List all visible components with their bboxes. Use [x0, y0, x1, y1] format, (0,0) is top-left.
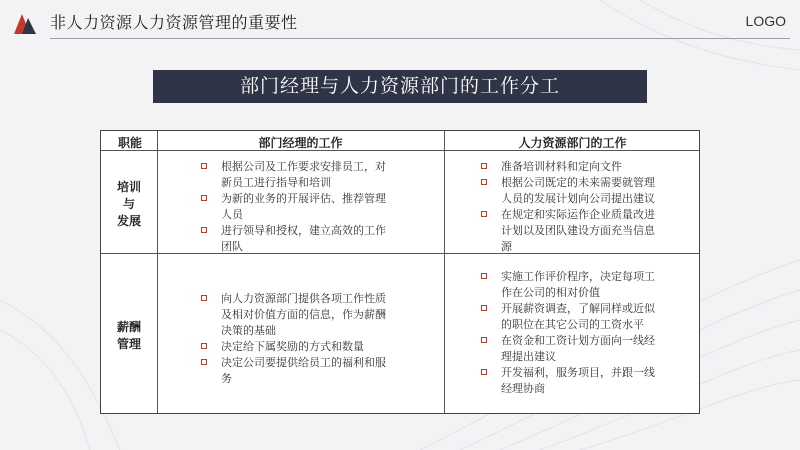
list-item: 决定给下属奖励的方式和数量	[199, 339, 431, 355]
list-item: 为新的业务的开展评估、推荐管理 人员	[199, 191, 431, 223]
triangle-logo-icon	[14, 14, 36, 34]
square-bullet-icon	[481, 179, 487, 185]
header-manager: 部门经理的工作	[258, 136, 343, 150]
list-item: 根据公司及工作要求安排员工，对 新员工进行指导和培训	[199, 159, 431, 191]
square-bullet-icon	[201, 359, 207, 365]
manager-duties-compensation	[199, 291, 431, 387]
list-item: 实施工作评价程序，决定每项工 作在公司的相对价值	[479, 269, 694, 301]
square-bullet-icon	[201, 343, 207, 349]
header-bar	[0, 0, 800, 40]
square-bullet-icon	[481, 369, 487, 375]
row-label-compensation: 薪酬 管理	[116, 320, 141, 351]
row-label-training: 培训 与 发展	[116, 180, 141, 228]
square-bullet-icon	[481, 163, 487, 169]
header-function: 职能	[118, 136, 143, 150]
list-item: 进行领导和授权，建立高效的工作 团队	[199, 223, 431, 255]
square-bullet-icon	[481, 211, 487, 217]
hr-duties-compensation	[479, 269, 694, 397]
page-title: 非人力资源人力资源管理的重要性	[50, 13, 298, 32]
responsibility-table	[100, 130, 700, 414]
section-banner: 部门经理与人力资源部门的工作分工	[153, 70, 647, 103]
column-divider	[157, 131, 158, 413]
list-item: 决定公司要提供给员工的福利和服 务	[199, 355, 431, 387]
list-item: 向人力资源部门提供各项工作性质 及相对价值方面的信息，作为薪酬 决策的基础	[199, 291, 431, 339]
header-divider	[50, 38, 790, 39]
square-bullet-icon	[201, 295, 207, 301]
list-item: 在规定和实际运作企业质量改进 计划以及团队建设方面充当信息 源	[479, 207, 694, 255]
logo-text: LOGO	[745, 13, 786, 29]
hr-duties-training	[479, 159, 694, 255]
list-item: 根据公司既定的未来需要就管理 人员的发展计划向公司提出建议	[479, 175, 694, 207]
list-item: 开发福利，服务项目，并跟一线 经理协商	[479, 365, 694, 397]
square-bullet-icon	[481, 337, 487, 343]
manager-duties-training	[199, 159, 431, 255]
square-bullet-icon	[201, 227, 207, 233]
column-divider	[444, 131, 445, 413]
square-bullet-icon	[201, 195, 207, 201]
square-bullet-icon	[481, 273, 487, 279]
list-item: 准备培训材料和定向文件	[479, 159, 694, 175]
square-bullet-icon	[201, 163, 207, 169]
list-item: 开展薪资调查，了解同样或近似 的职位在其它公司的工资水平	[479, 301, 694, 333]
header-hr: 人力资源部门的工作	[518, 136, 627, 150]
square-bullet-icon	[481, 305, 487, 311]
list-item: 在资金和工资计划方面向一线经 理提出建议	[479, 333, 694, 365]
